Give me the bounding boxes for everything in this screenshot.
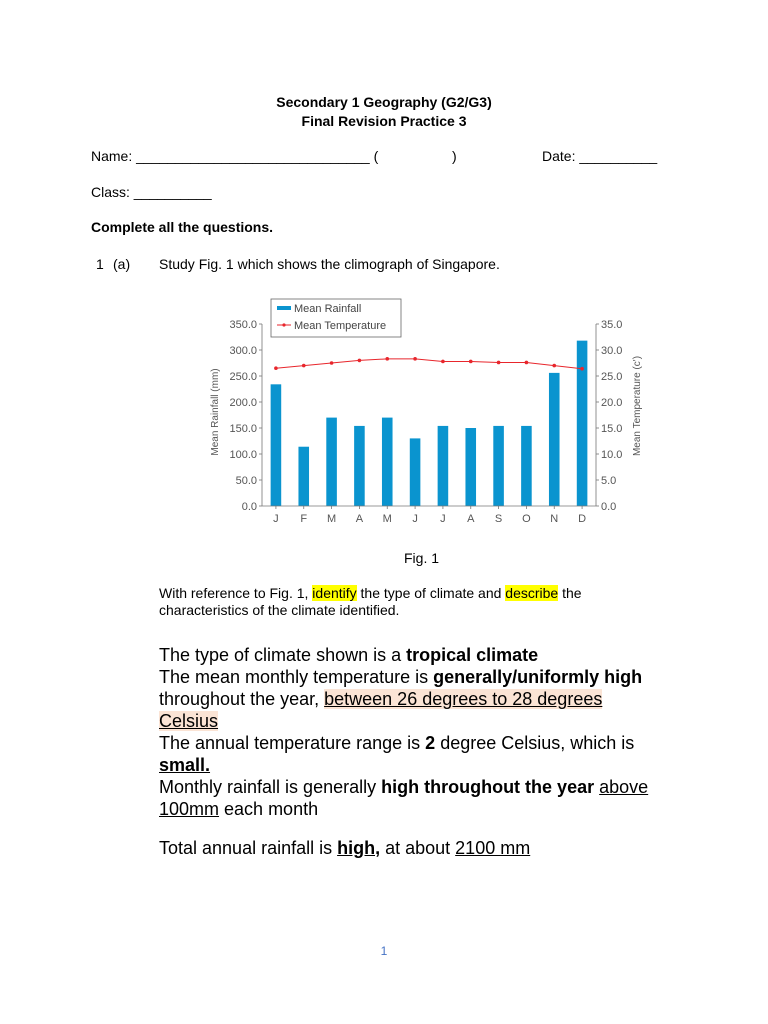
y2-tick-label: 25.0	[601, 371, 623, 383]
task-line-1: With reference to Fig. 1, identify the type of climate and describe the	[159, 585, 582, 601]
answer-line-8: 100mm each month	[159, 799, 319, 819]
y-tick-label: 0.0	[241, 501, 257, 513]
y2-tick-label: 30.0	[601, 345, 623, 357]
x-tick-label: D	[578, 513, 587, 525]
answer-line-5: The annual temperature range is 2 degree Celsius, which is	[159, 733, 635, 753]
rainfall-bar	[577, 341, 588, 506]
question-prompt: Study Fig. 1 which shows the climograph of Singapore.	[159, 256, 500, 272]
y-tick-label: 250.0	[229, 371, 257, 383]
temperature-point	[413, 357, 417, 361]
y-tick-label: 150.0	[229, 423, 257, 435]
doc-title-line1: Secondary 1 Geography (G2/G3)	[276, 94, 492, 110]
x-tick-label: J	[412, 513, 418, 525]
temperature-point	[497, 361, 501, 365]
temperature-line	[274, 357, 584, 370]
y-tick-label: 100.0	[229, 449, 257, 461]
rainfall-bar	[298, 447, 309, 506]
y2-tick-label: 20.0	[601, 397, 623, 409]
temperature-point	[302, 364, 306, 368]
name-field-label: Name: ______________________________ (	[91, 148, 379, 164]
y2-tick-label: 10.0	[601, 449, 623, 461]
keyword-identify: identify	[312, 585, 357, 601]
temperature-point	[330, 361, 334, 365]
x-tick-label: J	[440, 513, 446, 525]
rainfall-bar	[326, 418, 337, 506]
y2-tick-label: 35.0	[601, 319, 623, 331]
x-tick-label: M	[326, 513, 337, 525]
date-field-label: Date: __________	[542, 148, 658, 164]
question-number: 1	[96, 256, 104, 272]
rainfall-bar	[354, 426, 365, 506]
answer-line-6: small.	[159, 755, 211, 775]
y-tick-label: 350.0	[229, 319, 257, 331]
answer-block	[159, 644, 648, 859]
x-tick-label: A	[355, 513, 364, 525]
y-tick-label: 200.0	[229, 397, 257, 409]
temperature-point	[469, 360, 473, 364]
y2-axis-label: Mean Temperature (c')	[632, 355, 643, 457]
x-tick-label: A	[467, 513, 475, 525]
keyword-describe: describe	[505, 585, 559, 601]
y-tick-label: 300.0	[229, 345, 257, 357]
rainfall-bar	[493, 426, 504, 506]
rainfall-bar	[521, 426, 532, 506]
rainfall-bar	[410, 438, 421, 506]
x-tick-label: J	[273, 513, 279, 525]
answer-line-9: Total annual rainfall is high, at about 2100 mm	[159, 838, 531, 858]
rainfall-bar	[465, 428, 476, 506]
legend-swatch-rainfall	[277, 306, 291, 310]
y2-tick-label: 15.0	[601, 423, 623, 435]
task-line-2: characteristics of the climate identified.	[159, 602, 400, 618]
rainfall-bars	[271, 341, 588, 506]
answer-line-4: Celsius	[159, 711, 219, 731]
answer-line-1: The type of climate shown is a tropical climate	[159, 645, 539, 665]
rainfall-bar	[271, 384, 282, 506]
page-number: 1	[380, 944, 388, 958]
x-tick-label: M	[382, 513, 392, 525]
temperature-point	[580, 367, 584, 371]
temperature-point	[274, 366, 278, 370]
class-field-label: Class: __________	[91, 184, 212, 200]
x-tick-label: S	[494, 513, 503, 525]
temperature-point	[358, 359, 362, 363]
instructions: Complete all the questions.	[91, 219, 274, 235]
temperature-point	[525, 361, 529, 365]
rainfall-bar	[382, 418, 393, 506]
rainfall-bar	[549, 373, 560, 506]
chart-axes	[229, 319, 622, 525]
climograph-chart	[200, 292, 643, 530]
x-tick-label: O	[522, 513, 531, 525]
temperature-series-line	[276, 359, 582, 369]
x-tick-label: F	[300, 513, 308, 525]
chart-legend	[271, 299, 401, 337]
doc-title-line2: Final Revision Practice 3	[301, 113, 467, 129]
answer-line-7: Monthly rainfall is generally high throughout the year above	[159, 777, 649, 797]
y2-tick-label: 5.0	[601, 475, 617, 487]
figure-caption: Fig. 1	[404, 550, 440, 566]
y-axis-label: Mean Rainfall (mm)	[210, 368, 221, 456]
temperature-point	[441, 360, 445, 364]
legend-label-rainfall: Mean Rainfall	[294, 303, 362, 315]
y2-tick-label: 0.0	[601, 501, 617, 513]
name-paren-close: )	[452, 148, 457, 164]
legend-label-temperature: Mean Temperature	[294, 320, 387, 332]
question-part: (a)	[113, 256, 131, 272]
x-tick-label: N	[550, 513, 559, 525]
y-tick-label: 50.0	[235, 475, 257, 487]
answer-line-2: The mean monthly temperature is generally/uniformly high	[159, 667, 643, 687]
temperature-point	[385, 357, 389, 361]
rainfall-bar	[438, 426, 449, 506]
answer-line-3: throughout the year, between 26 degrees to 28 degrees	[159, 689, 603, 709]
temperature-point	[552, 364, 556, 368]
